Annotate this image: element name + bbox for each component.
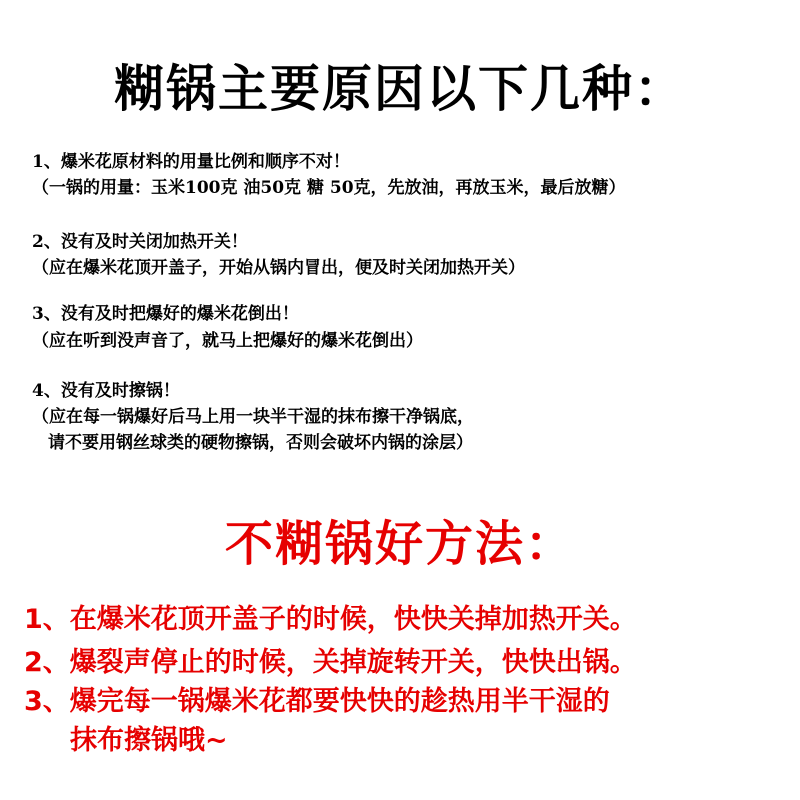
tip-2: 2、爆裂声停止的时候，关掉旋转开关，快快出锅。 <box>24 647 637 678</box>
tip-3: 3、爆完每一锅爆米花都要快快的趁热用半干湿的 <box>24 686 610 717</box>
cause-3-detail: （应在听到没声音了，就马上把爆好的爆米花倒出） <box>32 331 423 351</box>
cause-2-title: 2、没有及时关闭加热开关！ <box>32 232 248 252</box>
cause-2-detail: （应在爆米花顶开盖子，开始从锅内冒出，便及时关闭加热开关） <box>32 258 525 278</box>
tips-heading: 不糊锅好方法： <box>224 516 575 572</box>
cause-3-title: 3、没有及时把爆好的爆米花倒出！ <box>32 304 299 324</box>
cause-1-detail: （一锅的用量：玉米100克 油50克 糖 50克，先放油，再放玉米，最后放糖） <box>32 178 626 198</box>
cause-4-title: 4、没有及时擦锅！ <box>32 381 180 401</box>
cause-4-detail: （应在每一锅爆好后马上用一块半干湿的抹布擦干净锅底， <box>32 407 474 427</box>
cause-4-detail-cont: 请不要用钢丝球类的硬物擦锅，否则会破坏内锅的涂层） <box>48 433 473 453</box>
tip-1: 1、在爆米花顶开盖子的时候，快快关掉加热开关。 <box>24 604 637 635</box>
causes-heading: 糊锅主要原因以下几种： <box>114 60 686 118</box>
cause-1-title: 1、爆米花原材料的用量比例和顺序不对！ <box>32 152 350 172</box>
tip-3-cont: 抹布擦锅哦~ <box>70 725 228 756</box>
